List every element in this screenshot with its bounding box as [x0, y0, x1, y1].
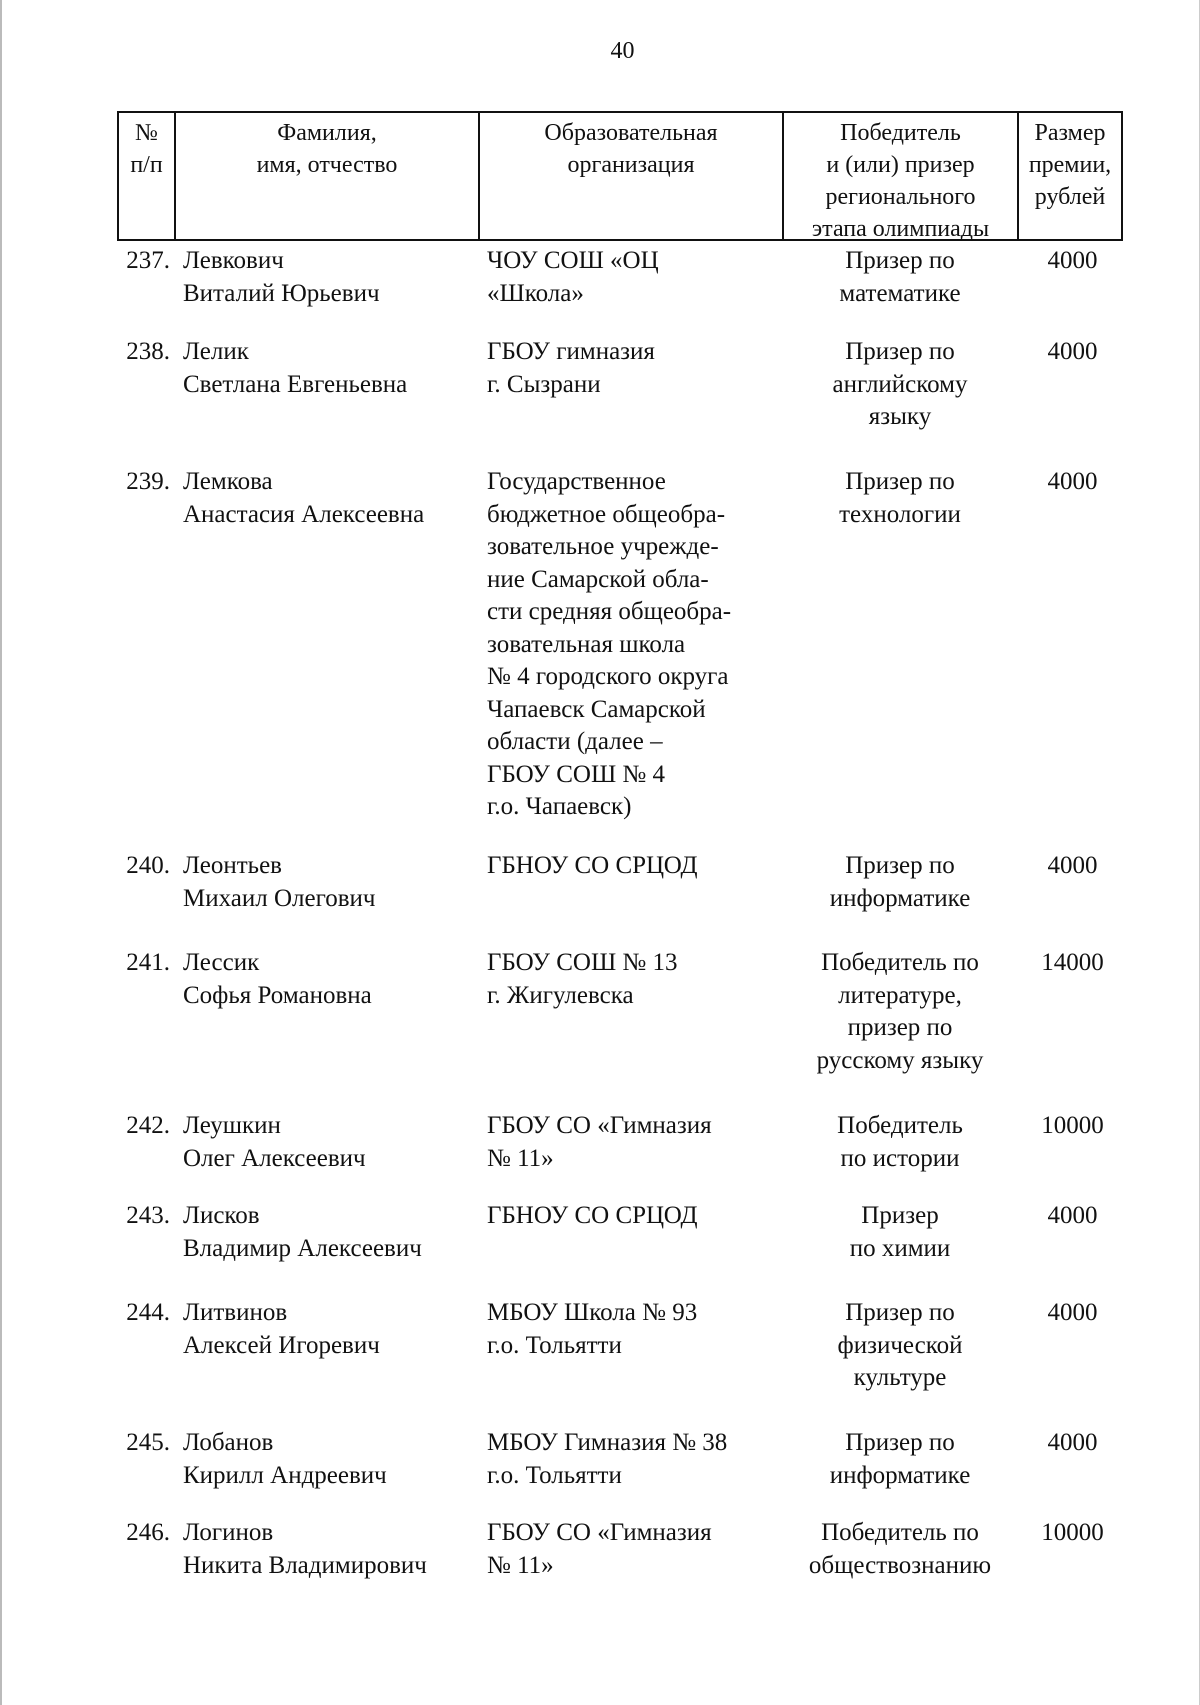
name-line: Лессик — [183, 949, 260, 976]
header-prize: Размер премии, рублей — [1028, 120, 1112, 210]
row-number: 239. — [126, 468, 170, 495]
award-line: культуре — [853, 1364, 947, 1391]
name-line: Никита Владимирович — [183, 1551, 427, 1579]
organization-line: г.о. Чапаевск) — [487, 793, 632, 820]
organization-line: № 11» — [487, 1144, 554, 1172]
participant-name — [183, 1297, 473, 1362]
participant-name — [183, 947, 473, 1012]
award — [785, 1297, 1015, 1395]
organization-line: сти средняя общеобра- — [487, 598, 732, 625]
organization — [487, 466, 767, 824]
organization-line: ГБОУ гимназия — [487, 338, 655, 365]
award-line: информатике — [829, 1461, 971, 1489]
organization-line: г. Жигулевска — [487, 981, 634, 1009]
name-line: Кирилл Андреевич — [183, 1461, 387, 1489]
name-line: Литвинов — [183, 1299, 288, 1326]
header-number: № п/п — [119, 113, 176, 239]
award-line: Победитель по — [821, 949, 979, 976]
award — [785, 1110, 1015, 1175]
organization-line: «Школа» — [487, 279, 584, 307]
row-number: 243. — [126, 1202, 170, 1229]
organization-line: ГБОУ СОШ № 13 — [487, 949, 678, 976]
prize-amount: 4000 — [1047, 468, 1098, 495]
organization-line: зовательное учрежде- — [487, 533, 719, 560]
award-line: Победитель — [837, 1112, 963, 1139]
organization — [487, 336, 767, 401]
organization — [487, 850, 767, 883]
award — [785, 947, 1015, 1077]
award-line: Призер по — [845, 247, 955, 274]
name-line: Лелик — [183, 338, 249, 365]
name-line: Лисков — [183, 1202, 260, 1229]
prize-amount: 4000 — [1047, 1202, 1098, 1229]
name-line: Светлана Евгеньевна — [183, 370, 408, 398]
award-line: литературе, — [838, 981, 962, 1009]
organization-line: ГБНОУ СО СРЦОД — [487, 852, 698, 879]
organization-line: бюджетное общеобра- — [487, 500, 726, 528]
organization-line: ние Самарской обла- — [487, 565, 709, 593]
organization — [487, 947, 767, 1012]
organization — [487, 1297, 767, 1362]
scan-edge-left — [0, 0, 2, 1705]
row-number: 245. — [126, 1429, 170, 1456]
participant-name — [183, 1200, 473, 1265]
award — [785, 336, 1015, 434]
award-line: языку — [868, 403, 932, 430]
header-organization: Образовательная организация — [480, 113, 784, 239]
organization-line: ГБОУ СО «Гимназия — [487, 1519, 712, 1546]
table-header — [117, 111, 1123, 241]
organization-line: ГБОУ СОШ № 4 — [487, 760, 666, 788]
name-line: Леушкин — [183, 1112, 281, 1139]
participant-name — [183, 1427, 473, 1492]
award — [785, 466, 1015, 531]
prize-amount: 4000 — [1047, 247, 1098, 274]
organization-line: ЧОУ СОШ «ОЦ — [487, 247, 659, 274]
name-line: Левкович — [183, 247, 284, 274]
participant-name — [183, 245, 473, 310]
participant-name — [183, 336, 473, 401]
organization — [487, 1427, 767, 1492]
name-line: Леонтьев — [183, 852, 282, 879]
award-line: обществознанию — [808, 1551, 992, 1579]
name-line: Лобанов — [183, 1429, 274, 1456]
prize-amount: 10000 — [1041, 1112, 1104, 1139]
award — [785, 245, 1015, 310]
name-line: Виталий Юрьевич — [183, 279, 380, 307]
award-line: русскому языку — [816, 1046, 984, 1074]
prize-amount: 4000 — [1047, 338, 1098, 365]
award — [785, 1517, 1015, 1582]
name-line: Лемкова — [183, 468, 273, 495]
award-line: по истории — [840, 1144, 960, 1172]
header-award: Победитель и (или) призер регионального этапа олимпиады — [784, 113, 1019, 239]
award-line: Призер по — [845, 468, 955, 495]
organization-line: ГБНОУ СО СРЦОД — [487, 1202, 698, 1229]
header-name: Фамилия, имя, отчество — [176, 113, 480, 239]
participant-name — [183, 466, 473, 531]
award-line: Победитель по — [821, 1519, 979, 1546]
row-number: 240. — [126, 852, 170, 879]
organization-line: Чапаевск Самарской — [487, 695, 706, 723]
award — [785, 1200, 1015, 1265]
name-line: Алексей Игоревич — [183, 1331, 380, 1359]
participant-name — [183, 1517, 473, 1582]
participant-name — [183, 850, 473, 915]
row-number: 238. — [126, 338, 170, 365]
organization-line: зовательная школа — [487, 630, 686, 658]
page-number: 40 — [610, 38, 635, 64]
award-line: английскому — [832, 370, 968, 398]
name-line: Анастасия Алексеевна — [183, 500, 425, 528]
row-number: 246. — [126, 1519, 170, 1546]
award-line: по химии — [849, 1234, 951, 1262]
organization-line: МБОУ Гимназия № 38 — [487, 1429, 728, 1456]
award-line: физической — [837, 1331, 963, 1359]
prize-amount: 4000 — [1047, 1429, 1098, 1456]
organization — [487, 1110, 767, 1175]
name-line: Владимир Алексеевич — [183, 1234, 422, 1262]
organization-line: № 4 городского округа — [487, 663, 729, 690]
name-line: Софья Романовна — [183, 981, 372, 1009]
row-number: 241. — [126, 949, 170, 976]
prize-amount: 4000 — [1047, 852, 1098, 879]
organization-line: Государственное — [487, 468, 666, 495]
prize-amount: 14000 — [1041, 949, 1104, 976]
organization-line: г. Сызрани — [487, 370, 601, 398]
name-line: Михаил Олегович — [183, 884, 376, 912]
row-number: 242. — [126, 1112, 170, 1139]
award-line: Призер по — [845, 1299, 955, 1326]
row-number: 237. — [126, 247, 170, 274]
organization-line: МБОУ Школа № 93 — [487, 1299, 698, 1326]
award-line: информатике — [829, 884, 971, 912]
organization-line: области (далее – — [487, 728, 663, 755]
award — [785, 850, 1015, 915]
organization — [487, 1200, 767, 1233]
prize-amount: 10000 — [1041, 1519, 1104, 1546]
organization — [487, 245, 767, 310]
organization-line: № 11» — [487, 1551, 554, 1579]
organization-line: г.о. Тольятти — [487, 1461, 622, 1489]
award-line: Призер по — [845, 338, 955, 365]
name-line: Олег Алексеевич — [183, 1144, 366, 1172]
award-line: призер по — [847, 1014, 953, 1041]
award — [785, 1427, 1015, 1492]
award-line: Призер по — [845, 1429, 955, 1456]
name-line: Логинов — [183, 1519, 274, 1546]
prize-amount: 4000 — [1047, 1299, 1098, 1326]
row-number: 244. — [126, 1299, 170, 1326]
award-line: Призер по — [845, 852, 955, 879]
award-line: технологии — [839, 500, 961, 528]
award-line: математике — [839, 279, 961, 307]
participant-name — [183, 1110, 473, 1175]
organization-line: г.о. Тольятти — [487, 1331, 622, 1359]
organization — [487, 1517, 767, 1582]
award-line: Призер — [861, 1202, 939, 1229]
organization-line: ГБОУ СО «Гимназия — [487, 1112, 712, 1139]
